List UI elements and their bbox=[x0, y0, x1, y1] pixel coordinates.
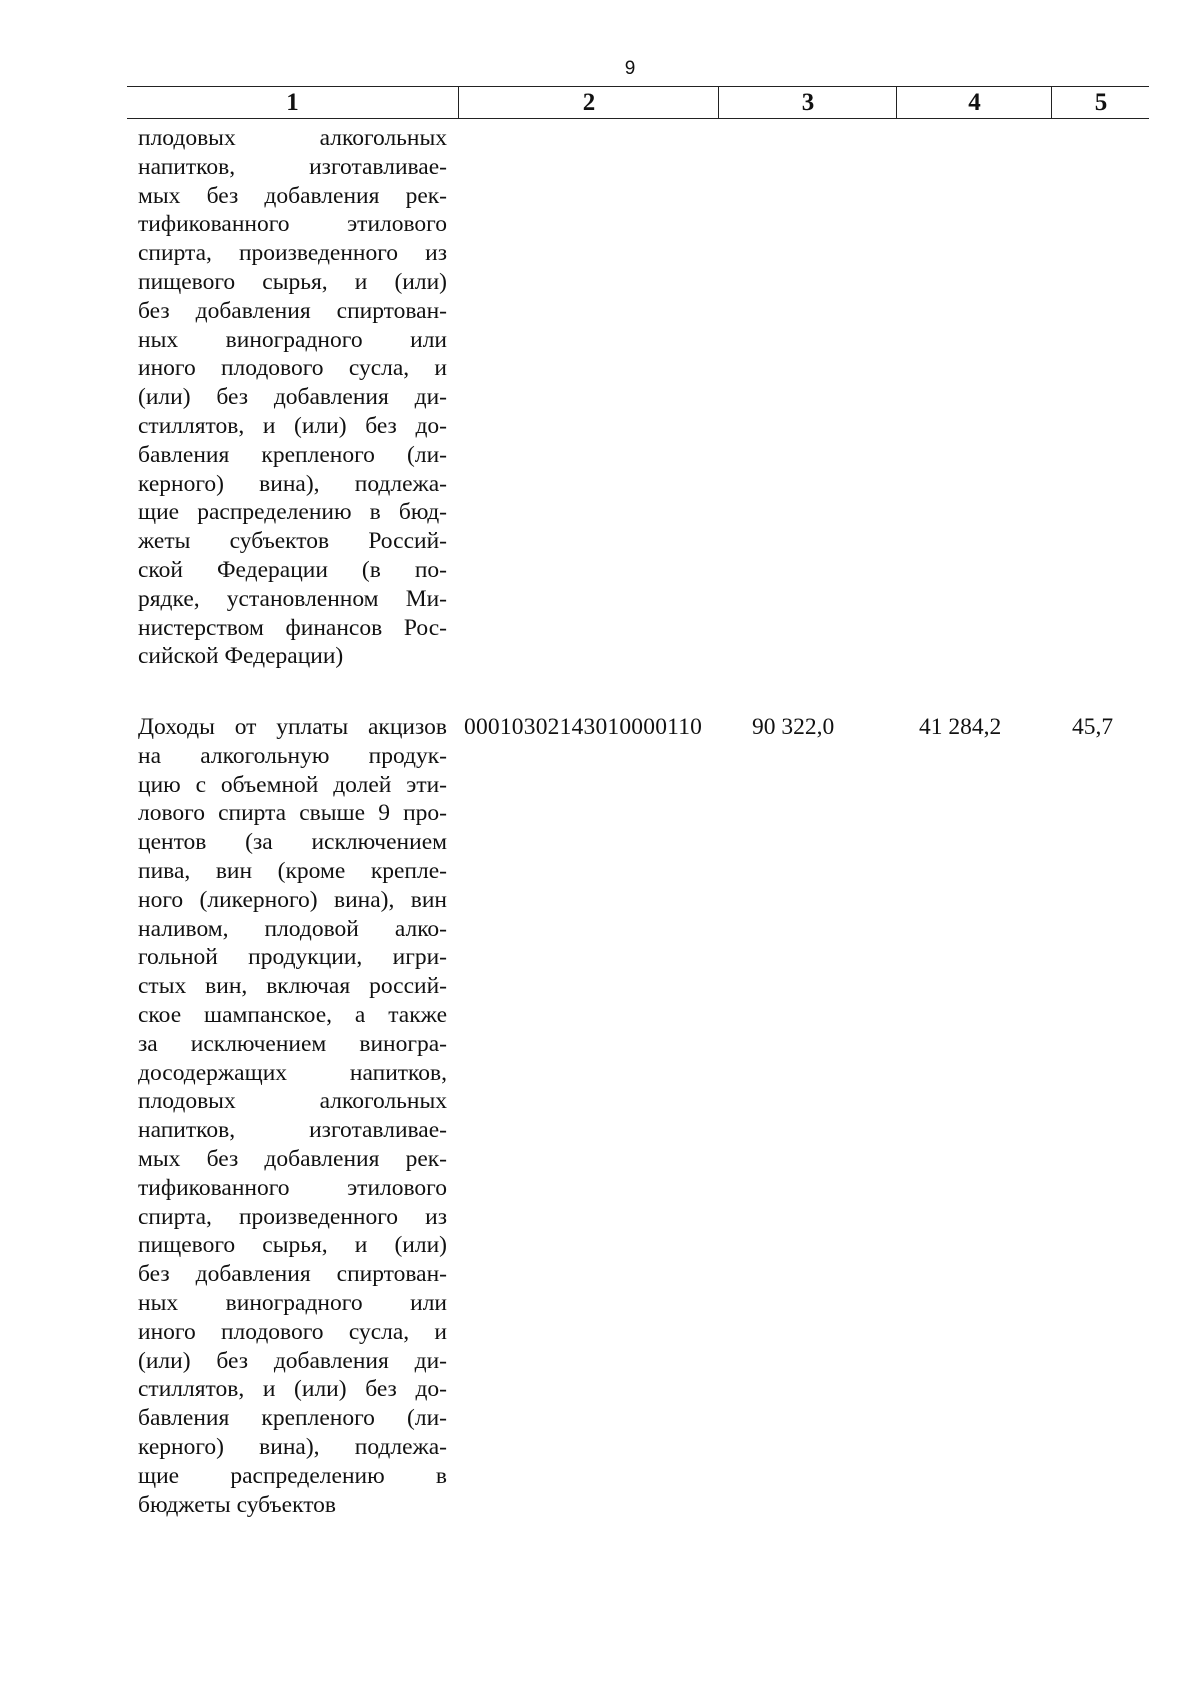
table-row-2-value-col3: 90 322,0 bbox=[752, 714, 835, 740]
description-line: ных виноградного или bbox=[138, 326, 447, 353]
description-line: сийской Федерации) bbox=[138, 643, 344, 670]
description-line: стиллятов, и (или) без до- bbox=[138, 412, 447, 439]
description-line: спирта, произведенного из bbox=[138, 240, 447, 267]
description-line: плодовых алкогольных bbox=[138, 125, 447, 151]
description-line: пива, вин (кроме крепле- bbox=[138, 857, 447, 884]
column-header-1: 1 bbox=[286, 89, 299, 116]
table-row-1-description bbox=[138, 124, 447, 671]
table-header-row bbox=[127, 86, 1149, 119]
description-line: пищевого сырья, и (или) bbox=[138, 1232, 447, 1259]
description-line: жеты субъектов Россий- bbox=[138, 528, 447, 555]
description-line: за исключением виногра- bbox=[138, 1030, 447, 1057]
description-line: наливом, плодовой алко- bbox=[138, 915, 447, 942]
column-header-3: 3 bbox=[718, 87, 897, 118]
description-line: бюджеты субъектов bbox=[138, 1491, 336, 1518]
description-line: щие распределению в bbox=[138, 1462, 447, 1489]
description-line: тификованного этилового bbox=[138, 1174, 447, 1201]
description-line: ных виноградного или bbox=[138, 1289, 447, 1316]
description-line: нистерством финансов Рос- bbox=[138, 614, 447, 641]
description-line: мых без добавления рек- bbox=[138, 182, 447, 209]
table-row-2-code: 00010302143010000110 bbox=[464, 714, 703, 740]
description-line: тификованного этилового bbox=[138, 211, 447, 238]
description-line: гольной продукции, игри- bbox=[138, 944, 447, 971]
description-line: стиллятов, и (или) без до- bbox=[138, 1376, 447, 1403]
description-line: ское шампанское, а также bbox=[138, 1001, 447, 1028]
description-line: керного) вина), подлежа- bbox=[138, 470, 447, 497]
table-row-2-value-col4: 41 284,2 bbox=[919, 714, 1002, 740]
description-line: иного плодового сусла, и bbox=[138, 1318, 447, 1345]
description-line: (или) без добавления ди- bbox=[138, 1347, 447, 1374]
description-line: без добавления спиртован- bbox=[138, 1261, 447, 1288]
description-line: стых вин, включая россий- bbox=[138, 973, 447, 1000]
description-line: бавления крепленого (ли- bbox=[138, 1405, 447, 1432]
description-line: напитков, изготавливае- bbox=[138, 153, 447, 180]
column-header-5: 5 bbox=[1051, 87, 1150, 118]
description-line: на алкогольную продук- bbox=[138, 742, 447, 769]
description-line: ного (ликерного) вина), вин bbox=[138, 886, 447, 913]
description-line: мых без добавления рек- bbox=[138, 1145, 447, 1172]
description-line: цию с объемной долей эти- bbox=[138, 771, 447, 798]
column-header-4: 4 bbox=[896, 87, 1052, 118]
description-line: без добавления спиртован- bbox=[138, 297, 447, 324]
description-line: Доходы от уплаты акцизов bbox=[138, 714, 447, 740]
description-line: ской Федерации (в по- bbox=[138, 556, 447, 583]
description-line: спирта, произведенного из bbox=[138, 1203, 447, 1230]
table-row-2-value-col5: 45,7 bbox=[1072, 714, 1114, 740]
description-line: рядке, установленном Ми- bbox=[138, 585, 447, 612]
description-line: иного плодового сусла, и bbox=[138, 355, 447, 382]
description-line: плодовых алкогольных bbox=[138, 1088, 447, 1115]
description-line: бавления крепленого (ли- bbox=[138, 441, 447, 468]
description-line: (или) без добавления ди- bbox=[138, 384, 447, 411]
page-number: 9 bbox=[624, 58, 636, 79]
description-line: щие распределению в бюд- bbox=[138, 499, 447, 526]
description-line: керного) вина), подлежа- bbox=[138, 1433, 447, 1460]
table-row-2-description bbox=[138, 713, 447, 1519]
description-line: лового спирта свыше 9 про- bbox=[138, 800, 447, 827]
description-line: центов (за исключением bbox=[138, 829, 447, 856]
description-line: напитков, изготавливае- bbox=[138, 1117, 447, 1144]
description-line: пищевого сырья, и (или) bbox=[138, 268, 447, 295]
description-line: досодержащих напитков, bbox=[138, 1059, 447, 1086]
column-header-2: 2 bbox=[458, 87, 719, 118]
